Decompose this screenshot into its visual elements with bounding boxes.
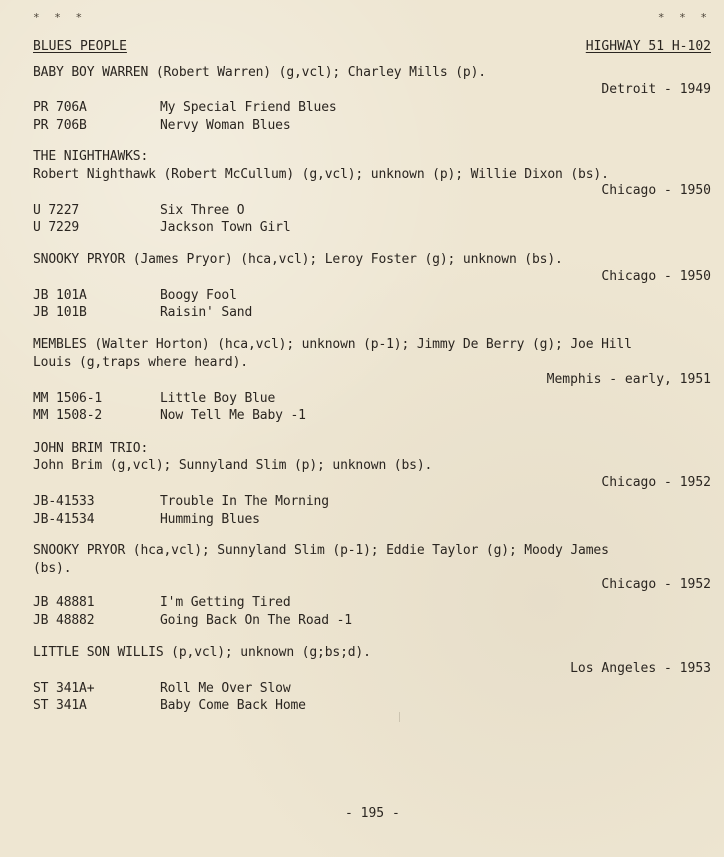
entry-7-location: Los Angeles - 1953 — [570, 661, 711, 676]
entry-7-track-2-title: Baby Come Back Home — [160, 697, 306, 713]
entry-6-track-1 — [33, 593, 453, 611]
entry-6-track-2-title: Going Back On The Road -1 — [160, 612, 352, 628]
entry-2-track-2-title: Jackson Town Girl — [160, 219, 291, 235]
entry-4-personnel-line-1: MEMBLES (Walter Horton) (hca,vcl); unknown (p-1); Jimmy De Berry (g); Joe Hill — [33, 337, 632, 352]
entry-7-track-2 — [33, 696, 453, 714]
decorative-stars-left: * * * — [33, 11, 87, 24]
entry-4-track-1-title: Little Boy Blue — [160, 390, 276, 406]
entry-5-track-2 — [33, 510, 453, 528]
entry-6-location: Chicago - 1952 — [601, 577, 711, 592]
entry-2-track-2-number: U 7229 — [33, 219, 80, 235]
entry-3-track-1-title: Boogy Fool — [160, 287, 237, 303]
entry-7-personnel-line-1: LITTLE SON WILLIS (p,vcl); unknown (g;bs;d). — [33, 645, 371, 660]
entry-3-personnel-line-1: SNOOKY PRYOR (James Pryor) (hca,vcl); Leroy Foster (g); unknown (bs). — [33, 252, 563, 267]
entry-4-track-2-title: Now Tell Me Baby -1 — [160, 407, 306, 423]
entry-3-track-1-number: JB 101A — [33, 287, 87, 303]
paper-mark — [399, 712, 400, 722]
entry-3-location: Chicago - 1950 — [601, 269, 711, 284]
entry-4-track-1 — [33, 389, 453, 407]
entry-4-track-1-number: MM 1506-1 — [33, 390, 103, 406]
entry-1-track-2-number: PR 706B — [33, 117, 87, 133]
entry-1-personnel-line-1: BABY BOY WARREN (Robert Warren) (g,vcl); Charley Mills (p). — [33, 65, 486, 80]
entry-5-track-2-number: JB-41534 — [33, 511, 95, 527]
entry-7-track-1 — [33, 679, 453, 697]
entry-5-location: Chicago - 1952 — [601, 475, 711, 490]
entry-2-track-1 — [33, 201, 453, 219]
entry-6-track-1-number: JB 48881 — [33, 594, 95, 610]
entry-6-track-2 — [33, 611, 453, 629]
entry-7-track-1-title: Roll Me Over Slow — [160, 680, 291, 696]
entry-6-personnel-line-1: SNOOKY PRYOR (hca,vcl); Sunnyland Slim (p-1); Eddie Taylor (g); Moody James — [33, 543, 609, 558]
entry-2-personnel-line-2: Robert Nighthawk (Robert McCullum) (g,vcl); unknown (p); Willie Dixon (bs). — [33, 167, 609, 182]
entry-1-track-2-title: Nervy Woman Blues — [160, 117, 291, 133]
entry-5-track-1-title: Trouble In The Morning — [160, 493, 329, 509]
page-number: - 195 - — [345, 806, 400, 821]
entry-5-personnel-line-1: JOHN BRIM TRIO: — [33, 441, 149, 456]
entry-1-track-1-title: My Special Friend Blues — [160, 99, 337, 115]
entry-6-personnel-line-2: (bs). — [33, 561, 72, 576]
entry-7-track-2-number: ST 341A — [33, 697, 87, 713]
entry-3-track-2-number: JB 101B — [33, 304, 87, 320]
header-left-title: BLUES PEOPLE — [33, 39, 127, 54]
entry-3-track-2 — [33, 303, 453, 321]
header-right-title: HIGHWAY 51 H-102 — [585, 39, 711, 54]
entry-3-track-1 — [33, 286, 453, 304]
entry-4-track-2-number: MM 1508-2 — [33, 407, 103, 423]
entry-2-location: Chicago - 1950 — [601, 183, 711, 198]
entry-5-track-2-title: Humming Blues — [160, 511, 260, 527]
entry-4-personnel-line-2: Louis (g,traps where heard). — [33, 355, 248, 370]
entry-5-personnel-line-2: John Brim (g,vcl); Sunnyland Slim (p); unknown (bs). — [33, 458, 433, 473]
entry-1-track-1-number: PR 706A — [33, 99, 87, 115]
decorative-stars-right: * * * — [657, 11, 711, 24]
entry-3-track-2-title: Raisin' Sand — [160, 304, 253, 320]
entry-2-track-2 — [33, 218, 453, 236]
entry-1-location: Detroit - 1949 — [601, 82, 711, 97]
entry-5-track-1 — [33, 492, 453, 510]
entry-2-track-1-number: U 7227 — [33, 202, 80, 218]
entry-6-track-1-title: I'm Getting Tired — [160, 594, 291, 610]
entry-6-track-2-number: JB 48882 — [33, 612, 95, 628]
entry-4-track-2 — [33, 406, 453, 424]
entry-2-personnel-line-1: THE NIGHTHAWKS: — [33, 149, 149, 164]
entry-1-track-1 — [33, 98, 453, 116]
entry-1-track-2 — [33, 116, 453, 134]
entry-4-location: Memphis - early, 1951 — [546, 372, 711, 387]
entry-2-track-1-title: Six Three O — [160, 202, 245, 218]
entry-7-track-1-number: ST 341A+ — [33, 680, 95, 696]
entry-5-track-1-number: JB-41533 — [33, 493, 95, 509]
